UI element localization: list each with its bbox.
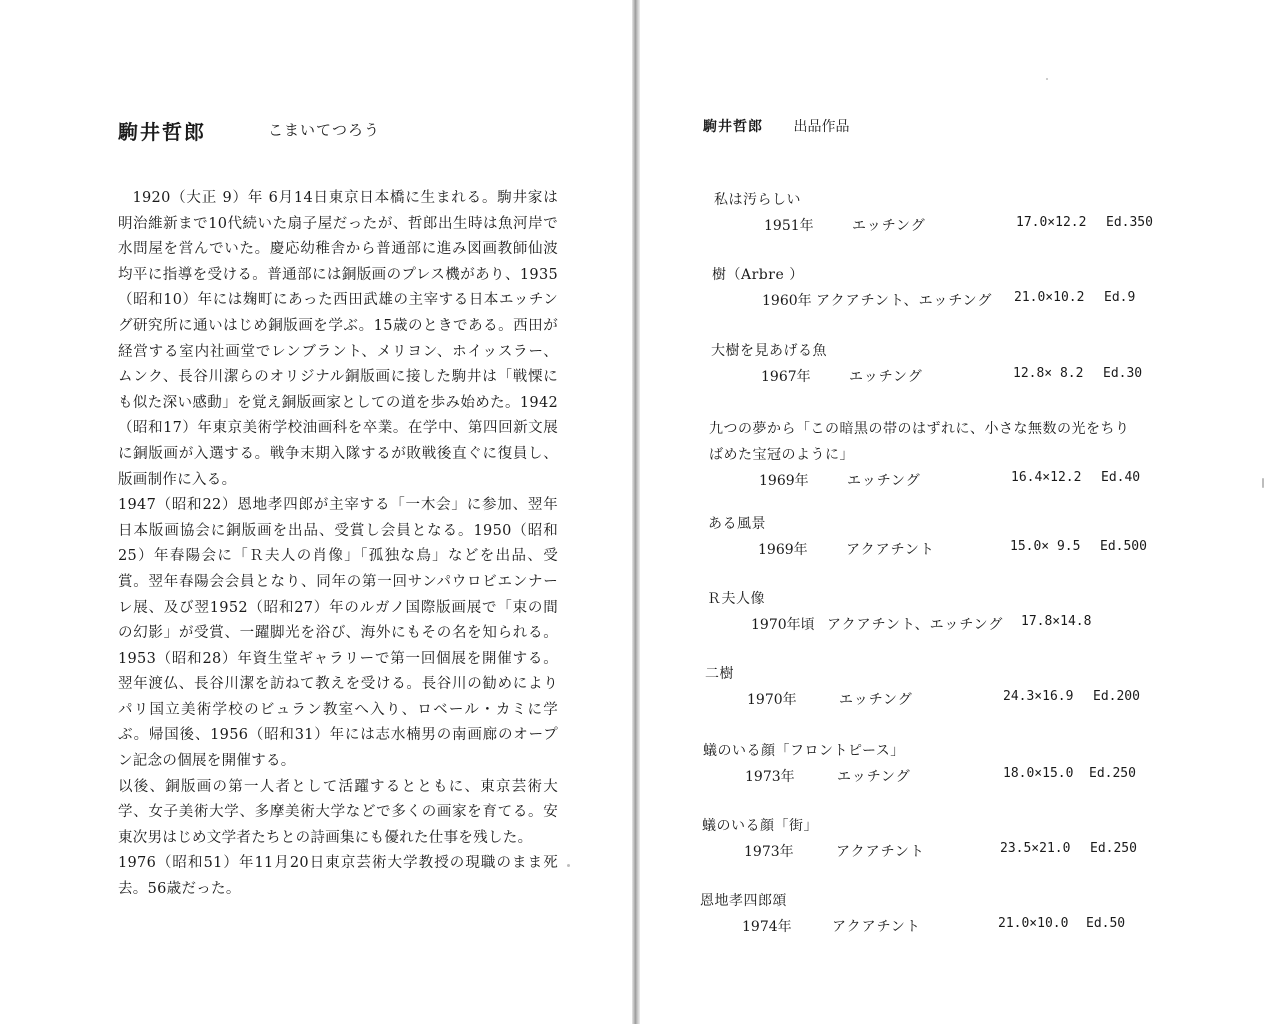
work-title: 二樹 <box>705 666 734 682</box>
biography <box>118 186 558 903</box>
book-gutter <box>632 0 640 1024</box>
work-size: 23.5×21.0 <box>1000 841 1071 856</box>
work-edition: Ed.30 <box>1103 366 1143 381</box>
work-edition: Ed.9 <box>1104 290 1136 305</box>
work-details <box>711 366 1143 390</box>
work-technique: アクアチント、エッチング <box>816 293 993 309</box>
work-details <box>702 841 1137 865</box>
work-title: 九つの夢から「この暗黒の帯のはずれに、小さな無数の光をちり <box>709 421 1130 437</box>
works-heading-label: 出品作品 <box>793 119 850 135</box>
work-edition: Ed.250 <box>1089 766 1136 781</box>
work-details <box>714 215 1153 239</box>
work-technique: アクアチント <box>836 844 925 860</box>
work-edition: Ed.500 <box>1100 539 1147 554</box>
work-title: 蟻のいる顔「街」 <box>702 818 818 834</box>
scan-speck <box>1046 78 1048 80</box>
work-year: 1970年 <box>747 692 797 708</box>
work-year: 1969年 <box>759 473 809 489</box>
work-size: 12.8× 8.2 <box>1013 366 1084 381</box>
work-entry <box>708 513 1147 563</box>
work-title: 私は汚らしい <box>714 192 801 208</box>
work-edition: Ed.250 <box>1090 841 1137 856</box>
work-technique: エッチング <box>839 692 913 708</box>
work-technique: エッチング <box>847 473 921 489</box>
bio-paragraph: 1947（昭和22）恩地孝四郎が主宰する「一木会」に参加、翌年日本版画協会に銅版画を出品、受賞し会員となる。1950（昭和25）年春陽会に「Ｒ夫人の肖像」「孤独な鳥」などを出品、受賞。翌年春陽会会員となり、同年の第一回サンパウロビエンナーレ展、及び翌1952（昭和27）年のルガノ国際版画展で「束の間の幻影」が受賞、一躍脚光を浴び、海外にもその名を知られる。1953（昭和28）年資生堂ギャラリーで第一回個展を開催する。翌年渡仏、長谷川潔を訪ねて教えを受ける。長谷川の勧めによりパリ国立美術学校のビュラン教室へ入り、ロベール・カミに学ぶ。帰国後、1956（昭和31）年には志水楠男の南画廊のオープン記念の個展を開催する。 <box>118 497 558 770</box>
work-details <box>703 766 1136 790</box>
work-details <box>709 470 1141 494</box>
work-entry <box>709 418 1141 494</box>
work-edition: Ed.200 <box>1093 689 1140 704</box>
work-edition: Ed.350 <box>1106 215 1153 230</box>
work-technique: アクアチント、エッチング <box>827 617 1004 633</box>
works-artist-name: 駒井哲郎 <box>703 119 763 135</box>
work-details <box>705 689 1140 713</box>
work-edition: Ed.50 <box>1086 916 1126 931</box>
work-size: 18.0×15.0 <box>1003 766 1074 781</box>
work-title-continued: ばめた宝冠のように」 <box>709 447 854 463</box>
work-year: 1970年頃 <box>751 617 815 633</box>
artist-reading: こまいてつろう <box>268 121 381 139</box>
work-technique: アクアチント <box>832 919 921 935</box>
work-title: 恩地孝四郎頌 <box>700 893 787 909</box>
work-size: 15.0× 9.5 <box>1010 539 1081 554</box>
work-title: 樹（Arbre ） <box>712 267 804 283</box>
work-title: Ｒ夫人像 <box>707 591 765 607</box>
scan-speck <box>567 864 570 867</box>
work-entry <box>711 340 1143 390</box>
work-technique: エッチング <box>849 369 923 385</box>
work-title: 大樹を見あげる魚 <box>711 343 827 359</box>
work-entry <box>700 890 1126 940</box>
work-title: ある風景 <box>708 516 766 532</box>
work-year: 1973年 <box>744 844 794 860</box>
work-year: 1973年 <box>745 769 795 785</box>
work-size: 24.3×16.9 <box>1003 689 1074 704</box>
work-year: 1974年 <box>742 919 792 935</box>
scan-speck <box>1262 478 1264 488</box>
work-entry <box>707 588 1092 638</box>
work-year: 1967年 <box>761 369 811 385</box>
work-entry <box>705 663 1140 713</box>
work-year: 1969年 <box>758 542 808 558</box>
work-entry <box>712 264 1136 314</box>
work-technique: エッチング <box>852 218 926 234</box>
work-size: 16.4×12.2 <box>1011 470 1082 485</box>
work-entry <box>714 189 1153 239</box>
work-details <box>712 290 1136 314</box>
work-technique: アクアチント <box>846 542 935 558</box>
work-size: 21.0×10.0 <box>998 916 1069 931</box>
work-details <box>700 916 1126 940</box>
work-edition: Ed.40 <box>1101 470 1141 485</box>
work-entry <box>702 815 1137 865</box>
work-size: 17.0×12.2 <box>1016 215 1087 230</box>
right-page <box>640 0 1271 1024</box>
work-year: 1951年 <box>764 218 814 234</box>
work-details <box>707 614 1092 638</box>
bio-paragraph: 1920（大正 9）年 6月14日東京日本橋に生まれる。駒井家は明治維新まで10代続いた扇子屋だったが、哲郎出生時は魚河岸で水問屋を営んでいた。慶応幼稚舎から普通部に進み図画教師仙波均平に指導を受ける。普通部には銅版画のプレス機があり、1935（昭和10）年には麹町にあった西田武雄の主宰する日本エッチング研究所に通いはじめ銅版画を学ぶ。15歳のときである。西田が経営する室内社画堂でレンブラント、メリヨン、ホイッスラー、ムンク、長谷川潔らのオリジナル銅版画に接した駒井は「戦慄にも似た深い感動」を覚え銅版画家としての道を歩み始めた。1942（昭和17）年東京美術学校油画科を卒業。在学中、第四回新文展に銅版画が入選する。戦争末期入隊するが敗戦後直ぐに復員し、版画制作に入る。 <box>118 190 558 488</box>
works-heading <box>703 116 849 136</box>
work-size: 21.0×10.2 <box>1014 290 1085 305</box>
work-details <box>708 539 1147 563</box>
bio-paragraph: 1976（昭和51）年11月20日東京芸術大学教授の現職のまま死去。56歳だった。 <box>118 855 558 898</box>
work-title: 蟻のいる顔「フロントピース」 <box>703 743 905 759</box>
artist-name: 駒井哲郎 <box>118 120 206 144</box>
bio-paragraph: 以後、銅版画の第一人者として活躍するとともに、東京芸術大学、女子美術大学、多摩美術大学などで多くの画家を育てる。安東次男はじめ文学者たちとの詩画集にも優れた仕事を残した。 <box>118 778 558 846</box>
work-technique: エッチング <box>837 769 911 785</box>
work-year: 1960年 <box>762 293 812 309</box>
work-size: 17.8×14.8 <box>1021 614 1092 629</box>
work-entry <box>703 740 1136 790</box>
